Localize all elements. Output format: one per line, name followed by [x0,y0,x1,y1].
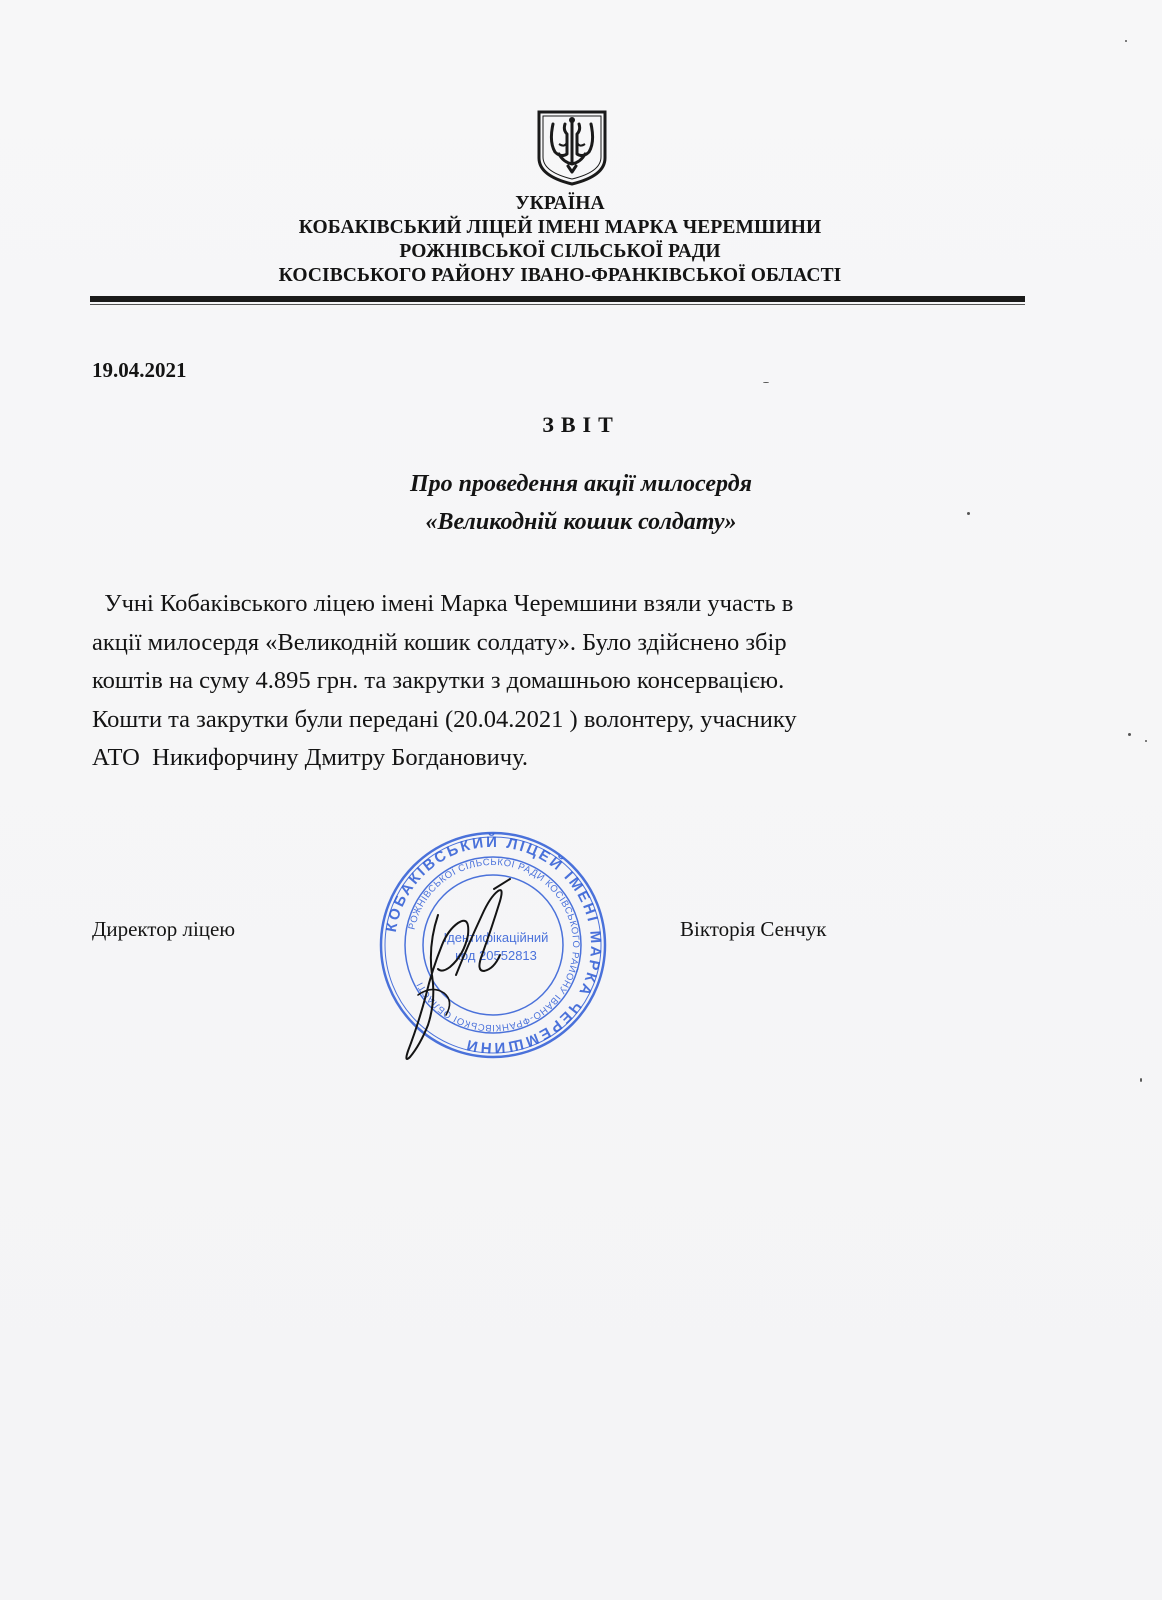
scan-speck [1145,740,1147,742]
subtitle-line: Про проведення акції милосердя [410,471,752,497]
document-title: ЗВІТ [542,412,620,437]
letterhead-divider [90,296,1025,302]
scan-speck [1140,1078,1142,1082]
scan-speck [763,382,769,383]
report-body [92,585,992,778]
scan-speck [1125,40,1127,42]
document-subtitle [0,465,1162,541]
stamp-inner-text: РОЖНІВСЬКОЇ СІЛЬСЬКОЇ РАДИ КОСІВСЬКОГО РАЙОНУ ІВАНО-ФРАНКІВСЬКОЇ ОБЛАСТІ [406,856,582,1034]
body-line: Кошти та закрутки були передані (20.04.2021 ) волонтеру, учаснику [92,705,797,733]
stamp-id-code: код 20552813 [455,948,537,963]
body-line: Учні Кобаківського ліцею імені Марка Черемшини взяли участь в [92,590,794,617]
letterhead [90,192,1030,288]
signatory-name: Вікторія Сенчук [680,917,827,941]
stamp-outer-text: КОБАКІВСЬКИЙ ЛІЦЕЙ ІМЕНІ МАРКА ЧЕРЕМШИНИ [382,833,605,1057]
letterhead-district: КОСІВСЬКОГО РАЙОНУ ІВАНО-ФРАНКІВСЬКОЇ ОБЛАСТІ [278,265,842,286]
handwritten-signature [398,875,528,1065]
document-date: 19.04.2021 [92,358,187,382]
scan-speck [1128,733,1131,736]
stamp-id-label: Ідентифікаційний [443,930,549,945]
letterhead-divider-thin [90,304,1025,305]
letterhead-council: РОЖНІВСЬКОЇ СІЛЬСЬКОЇ РАДИ [399,241,721,262]
body-line: акції милосердя «Великодній кошик солдату». Було здійснено збір [92,628,787,656]
scan-speck [967,512,970,515]
body-line: АТО Никифорчину Дмитру Богдановичу. [92,744,529,771]
trident-coat-of-arms-icon [535,108,609,186]
body-line: коштів на суму 4.895 грн. та закрутки з домашньою консервацією. [92,667,785,694]
subtitle-line: «Великодній кошик солдату» [425,509,737,535]
signatory-role: Директор ліцею [92,917,236,941]
letterhead-country: УКРАЇНА [515,193,605,214]
letterhead-school: КОБАКІВСЬКИЙ ЛІЦЕЙ ІМЕНІ МАРКА ЧЕРЕМШИНИ [298,217,822,238]
